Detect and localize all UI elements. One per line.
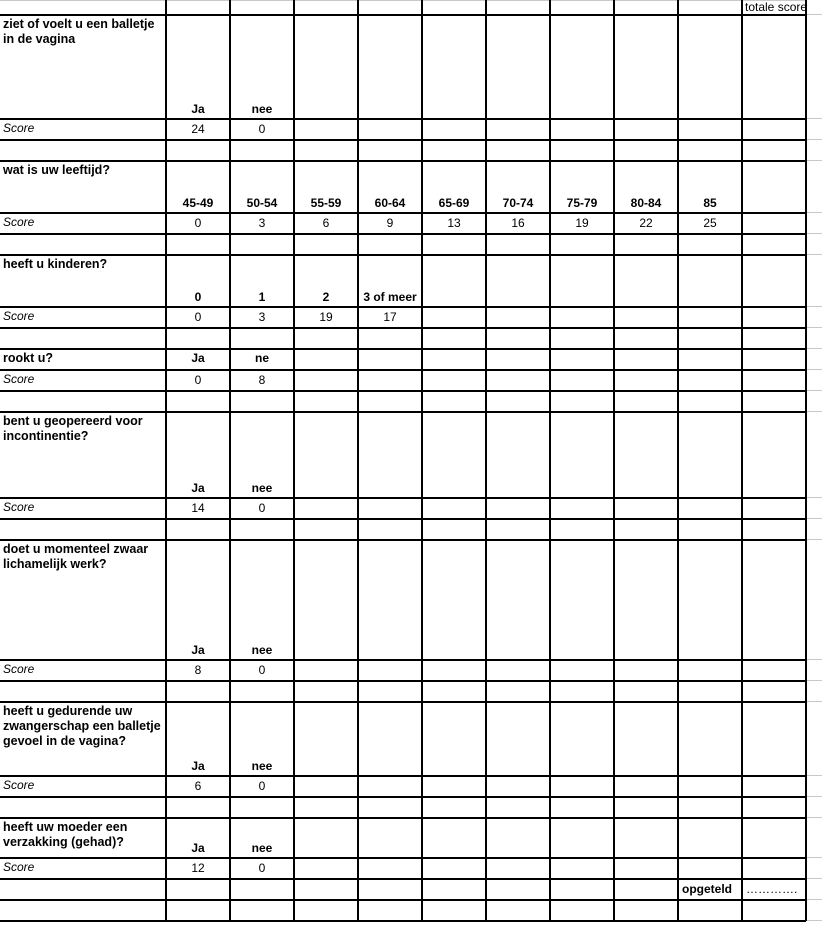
column-border bbox=[677, 0, 679, 921]
total-score-field[interactable]: …………. bbox=[746, 882, 798, 896]
score-value: 19 bbox=[319, 310, 333, 324]
row-border bbox=[0, 327, 806, 329]
score-value: 6 bbox=[322, 216, 330, 230]
score-value: 0 bbox=[258, 122, 266, 136]
row-border-light bbox=[806, 680, 822, 681]
column-border bbox=[421, 0, 423, 921]
column-border bbox=[613, 0, 615, 921]
answer-option: nee bbox=[251, 102, 273, 116]
score-label: Score bbox=[3, 309, 35, 323]
row-border bbox=[0, 233, 806, 235]
answer-option: 85 bbox=[703, 196, 717, 210]
row-border-light bbox=[806, 796, 822, 797]
column-border bbox=[805, 0, 807, 921]
score-value: 16 bbox=[511, 216, 525, 230]
row-border bbox=[0, 899, 806, 901]
row-border-light bbox=[806, 411, 822, 412]
score-label: Score bbox=[3, 662, 35, 676]
answer-option: Ja bbox=[191, 841, 205, 855]
row-border bbox=[0, 680, 806, 682]
answer-option: 65-69 bbox=[438, 196, 470, 210]
score-label: Score bbox=[3, 860, 35, 874]
score-value: 0 bbox=[194, 216, 202, 230]
row-border-light bbox=[806, 160, 822, 161]
score-value: 0 bbox=[258, 501, 266, 515]
answer-option: nee bbox=[251, 759, 273, 773]
row-border-light bbox=[806, 899, 822, 900]
answer-option: 60-64 bbox=[374, 196, 406, 210]
score-value: 24 bbox=[191, 122, 205, 136]
score-value: 14 bbox=[191, 501, 205, 515]
row-border-light bbox=[806, 775, 822, 776]
score-value: 3 bbox=[258, 216, 266, 230]
answer-option: 55-59 bbox=[310, 196, 342, 210]
row-border bbox=[0, 920, 806, 922]
score-value: 0 bbox=[258, 861, 266, 875]
score-value: 8 bbox=[194, 663, 202, 677]
answer-option: 75-79 bbox=[566, 196, 598, 210]
row-border-light bbox=[806, 327, 822, 328]
row-border-light bbox=[806, 857, 822, 858]
row-border-light bbox=[0, 0, 806, 1]
row-border-light bbox=[806, 254, 822, 255]
question-text: heeft u kinderen? bbox=[3, 257, 108, 271]
answer-option: nee bbox=[251, 481, 273, 495]
answer-option: nee bbox=[251, 841, 273, 855]
answer-option: 45-49 bbox=[182, 196, 214, 210]
row-border bbox=[0, 796, 806, 798]
score-label: Score bbox=[3, 372, 35, 386]
row-border bbox=[0, 878, 806, 880]
question-text: ziet of voelt u een balletje in de vagina bbox=[3, 17, 155, 46]
answer-option: 3 of meer bbox=[363, 290, 417, 304]
answer-option: nee bbox=[251, 643, 273, 657]
score-value: 6 bbox=[194, 779, 202, 793]
column-border bbox=[485, 0, 487, 921]
score-value: 13 bbox=[447, 216, 461, 230]
row-border-light bbox=[806, 878, 822, 879]
score-value: 17 bbox=[383, 310, 397, 324]
row-border-light bbox=[806, 817, 822, 818]
question-text: heeft u gedurende uw zwangerschap een balletje gevoel in de vagina? bbox=[3, 704, 161, 748]
question-text: wat is uw leeftijd? bbox=[3, 163, 110, 177]
answer-option: 70-74 bbox=[502, 196, 534, 210]
answer-option: Ja bbox=[191, 643, 205, 657]
answer-option: 0 bbox=[194, 290, 202, 304]
row-border-light bbox=[806, 348, 822, 349]
score-label: Score bbox=[3, 215, 35, 229]
question-text: doet u momenteel zwaar lichamelijk werk? bbox=[3, 542, 149, 571]
score-value: 25 bbox=[703, 216, 717, 230]
row-border-light bbox=[806, 659, 822, 660]
score-value: 19 bbox=[575, 216, 589, 230]
row-border-light bbox=[806, 233, 822, 234]
score-label: Score bbox=[3, 500, 35, 514]
row-border-light bbox=[806, 369, 822, 370]
answer-option: Ja bbox=[191, 102, 205, 116]
score-value: 0 bbox=[194, 310, 202, 324]
row-border bbox=[0, 390, 806, 392]
answer-option: Ja bbox=[191, 481, 205, 495]
question-text: bent u geopereerd voor incontinentie? bbox=[3, 414, 143, 443]
score-value: 0 bbox=[258, 663, 266, 677]
totale-score-header: totale score bbox=[745, 0, 808, 14]
score-value: 12 bbox=[191, 861, 205, 875]
row-border-light bbox=[806, 518, 822, 519]
row-border bbox=[0, 139, 806, 141]
score-label: Score bbox=[3, 121, 35, 135]
answer-option: Ja bbox=[191, 351, 205, 365]
score-value: 0 bbox=[194, 373, 202, 387]
column-border bbox=[549, 0, 551, 921]
row-border-light bbox=[806, 920, 822, 921]
score-value: 0 bbox=[258, 779, 266, 793]
score-value: 9 bbox=[386, 216, 394, 230]
row-border-light bbox=[806, 118, 822, 119]
answer-option: Ja bbox=[191, 759, 205, 773]
score-value: 22 bbox=[639, 216, 653, 230]
row-border-light bbox=[806, 539, 822, 540]
row-border bbox=[0, 518, 806, 520]
row-border-light bbox=[806, 212, 822, 213]
answer-option: ne bbox=[254, 351, 269, 365]
row-border-light bbox=[806, 497, 822, 498]
opgeteld-label: opgeteld bbox=[682, 882, 732, 896]
answer-option: 50-54 bbox=[246, 196, 278, 210]
row-border-light bbox=[806, 306, 822, 307]
row-border-light bbox=[806, 139, 822, 140]
column-border bbox=[357, 0, 359, 921]
answer-option: 1 bbox=[258, 290, 266, 304]
question-text: rookt u? bbox=[3, 351, 53, 365]
row-border-light bbox=[806, 701, 822, 702]
row-border-light bbox=[806, 390, 822, 391]
answer-option: 80-84 bbox=[630, 196, 662, 210]
answer-option: 2 bbox=[322, 290, 330, 304]
score-label: Score bbox=[3, 778, 35, 792]
score-value: 8 bbox=[258, 373, 266, 387]
column-border bbox=[741, 0, 743, 921]
question-text: heeft uw moeder een verzakking (gehad)? bbox=[3, 820, 128, 849]
score-value: 3 bbox=[258, 310, 266, 324]
